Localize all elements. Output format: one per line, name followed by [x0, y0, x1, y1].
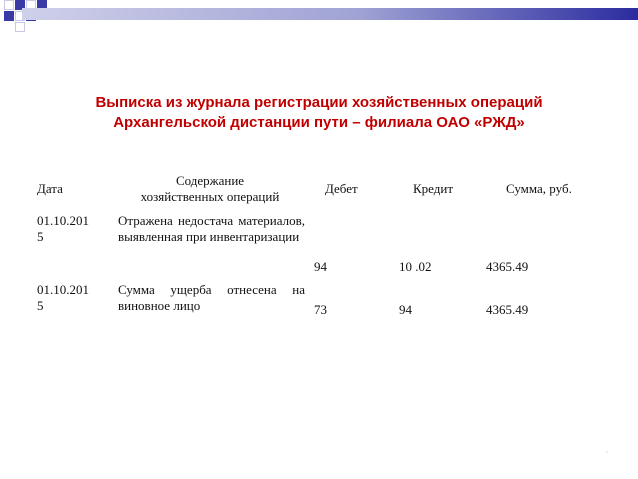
title-line-2: Архангельской дистанции пути – филиала ОАО «РЖД»	[113, 114, 525, 131]
page-title	[0, 93, 638, 133]
row-1-content: Отражена недостача материалов, выявленная при инвентаризации	[118, 213, 305, 244]
row-1-date-line-2: 5	[37, 229, 44, 244]
deco-square	[4, 0, 14, 10]
row-1-debet: 94	[314, 259, 327, 274]
header-content	[114, 173, 306, 205]
corner-decoration	[0, 0, 60, 40]
row-1-credit: 10 .02	[399, 259, 432, 274]
row-2-date-line-1: 01.10.201	[37, 282, 89, 297]
row-2-date	[37, 282, 107, 314]
header-gradient-bar	[22, 8, 638, 20]
header-debet: Дебет	[325, 181, 358, 196]
row-2-credit: 94	[399, 302, 412, 317]
row-2-content: Сумма ущерба отнесена на виновное лицо	[118, 282, 305, 313]
deco-square	[4, 11, 14, 21]
footer-mark: "	[606, 452, 609, 457]
row-2-debet: 73	[314, 302, 327, 317]
title-line-1: Выписка из журнала регистрации хозяйственных операций	[95, 94, 543, 111]
row-2-date-line-2: 5	[37, 298, 44, 313]
header-content-line-2: хозяйственных операций	[140, 189, 280, 204]
header-content-line-1: Содержание	[175, 173, 245, 188]
row-1-date-line-1: 01.10.201	[37, 213, 89, 228]
row-2-sum: 4365.49	[486, 302, 529, 317]
header-credit: Кредит	[413, 181, 454, 196]
header-date: Дата	[37, 181, 63, 196]
deco-square	[15, 22, 25, 32]
row-1-sum: 4365.49	[486, 259, 529, 274]
header-sum: Сумма, руб.	[506, 181, 572, 196]
row-1-date	[37, 213, 107, 245]
